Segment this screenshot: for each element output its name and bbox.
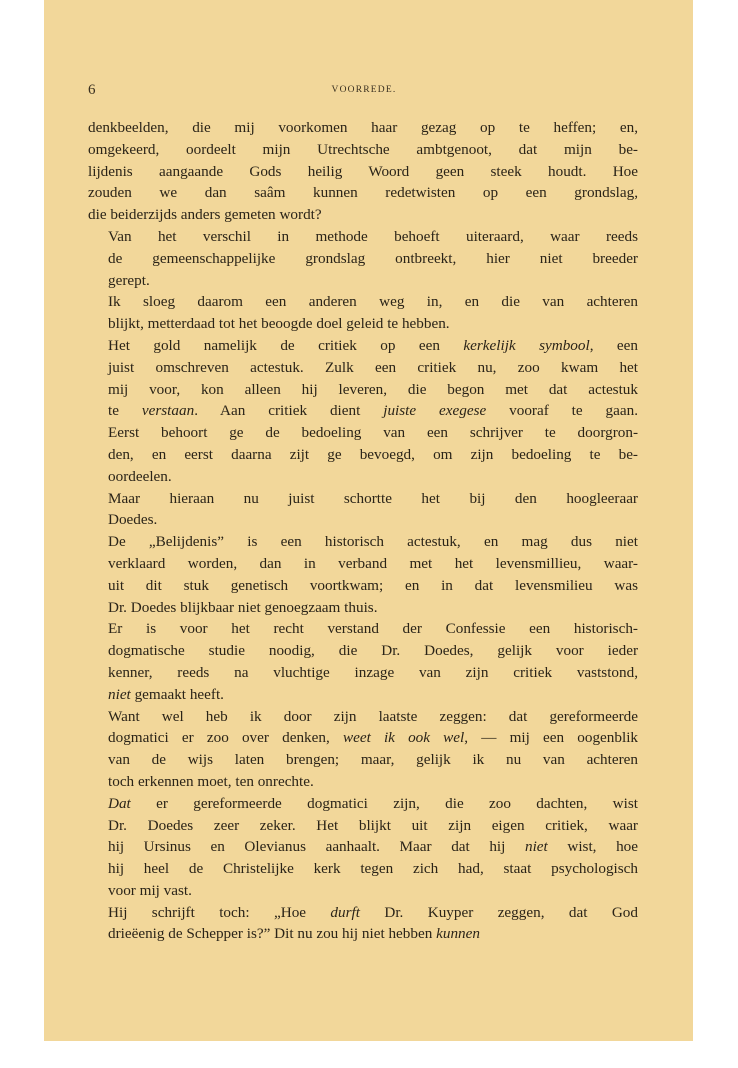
text-line: oordeelen. [108, 467, 172, 485]
text-line: lijdenis aangaande Gods heilig Woord geen steek houdt. Hoe [88, 162, 638, 180]
running-title: VOORREDE. [331, 85, 397, 95]
paragraph [88, 226, 638, 291]
body-text [88, 117, 638, 945]
text-line: drieëenig de Schepper is?” Dit nu zou hij niet hebben kunnen [108, 925, 480, 943]
text-line: Eerst behoort ge de bedoeling van een schrijver te doorgron- [108, 424, 638, 442]
text-line: Dr. Doedes blijkbaar niet genoegzaam thuis. [108, 598, 378, 616]
text-line: toch erkennen moet, ten onrechte. [108, 772, 314, 790]
paragraph [88, 706, 638, 793]
text-line: Maar hieraan nu juist schortte het bij den hoogleeraar [108, 489, 638, 507]
text-line: hij heel de Christelijke kerk tegen zich had, staat psychologisch [108, 860, 638, 878]
text-line: Van het verschil in methode behoeft uiteraard, waar reeds [108, 227, 638, 245]
text-line: Doedes. [108, 511, 158, 529]
paragraph [88, 618, 638, 705]
text-line: De „Belijdenis” is een historisch actestuk, en mag dus niet [108, 533, 638, 551]
text-line: Hij schrijft toch: „Hoe durft Dr. Kuyper zeggen, dat God [108, 903, 638, 921]
paragraph [88, 902, 638, 946]
text-line: Ik sloeg daarom een anderen weg in, en die van achteren [108, 293, 638, 311]
paragraph [88, 488, 638, 532]
page-header [88, 82, 640, 102]
text-line: voor mij vast. [108, 881, 192, 899]
paragraph [88, 335, 638, 488]
text-line: niet gemaakt heeft. [108, 685, 224, 703]
text-line: die beiderzijds anders gemeten wordt? [88, 206, 322, 224]
text-line: Dr. Doedes zeer zeker. Het blijkt uit zijn eigen critiek, waar [108, 816, 638, 834]
text-line: mij voor, kon alleen hij leveren, die begon met dat actestuk [108, 380, 638, 398]
text-line: Het gold namelijk de critiek op een kerkelijk symbool, een [108, 336, 638, 354]
text-line: dogmatici er zoo over denken, weet ik ook wel, — mij een oogenblik [108, 729, 639, 747]
text-line: dogmatische studie noodig, die Dr. Doedes, gelijk voor ieder [108, 642, 638, 660]
text-line: de gemeenschappelijke grondslag ontbreekt, hier niet breeder [108, 249, 638, 267]
text-line: gerept. [108, 271, 150, 289]
text-line: Want wel heb ik door zijn laatste zeggen: dat gereformeerde [108, 707, 638, 725]
text-line: zouden we dan saâm kunnen redetwisten op een grondslag, [88, 184, 638, 202]
text-line: denkbeelden, die mij voorkomen haar gezag op te heffen; en, [88, 119, 638, 136]
text-line: Dat er gereformeerde dogmatici zijn, die zoo dachten, wist [108, 794, 638, 812]
text-line: verklaard worden, dan in verband met het levensmillieu, waar- [108, 554, 638, 572]
paragraph [88, 531, 638, 618]
text-line: Er is voor het recht verstand der Confessie een historisch- [108, 620, 638, 638]
text-line: kenner, reeds na vluchtige inzage van zijn critiek vaststond, [108, 663, 638, 681]
text-line: blijkt, metterdaad tot het beoogde doel geleid te hebben. [108, 315, 450, 333]
paragraph [88, 291, 638, 335]
paragraph [88, 793, 638, 902]
text-line: omgekeerd, oordeelt mijn Utrechtsche ambtgenoot, dat mijn be- [88, 140, 638, 158]
text-line: den, en eerst daarna zijt ge bevoegd, om zijn bedoeling te be- [108, 445, 638, 463]
text-line: te verstaan. Aan critiek dient juiste exegese vooraf te gaan. [108, 402, 638, 420]
text-line: van de wijs laten brengen; maar, gelijk ik nu van achteren [108, 751, 638, 769]
text-line: hij Ursinus en Olevianus aanhaalt. Maar dat hij niet wist, hoe [108, 838, 638, 856]
text-line: uit dit stuk genetisch voortkwam; en in dat levensmilieu was [108, 576, 638, 594]
page-number: 6 [88, 82, 96, 98]
paragraph [88, 117, 638, 226]
text-line: juist omschreven actestuk. Zulk een critiek nu, zoo kwam het [108, 358, 638, 376]
